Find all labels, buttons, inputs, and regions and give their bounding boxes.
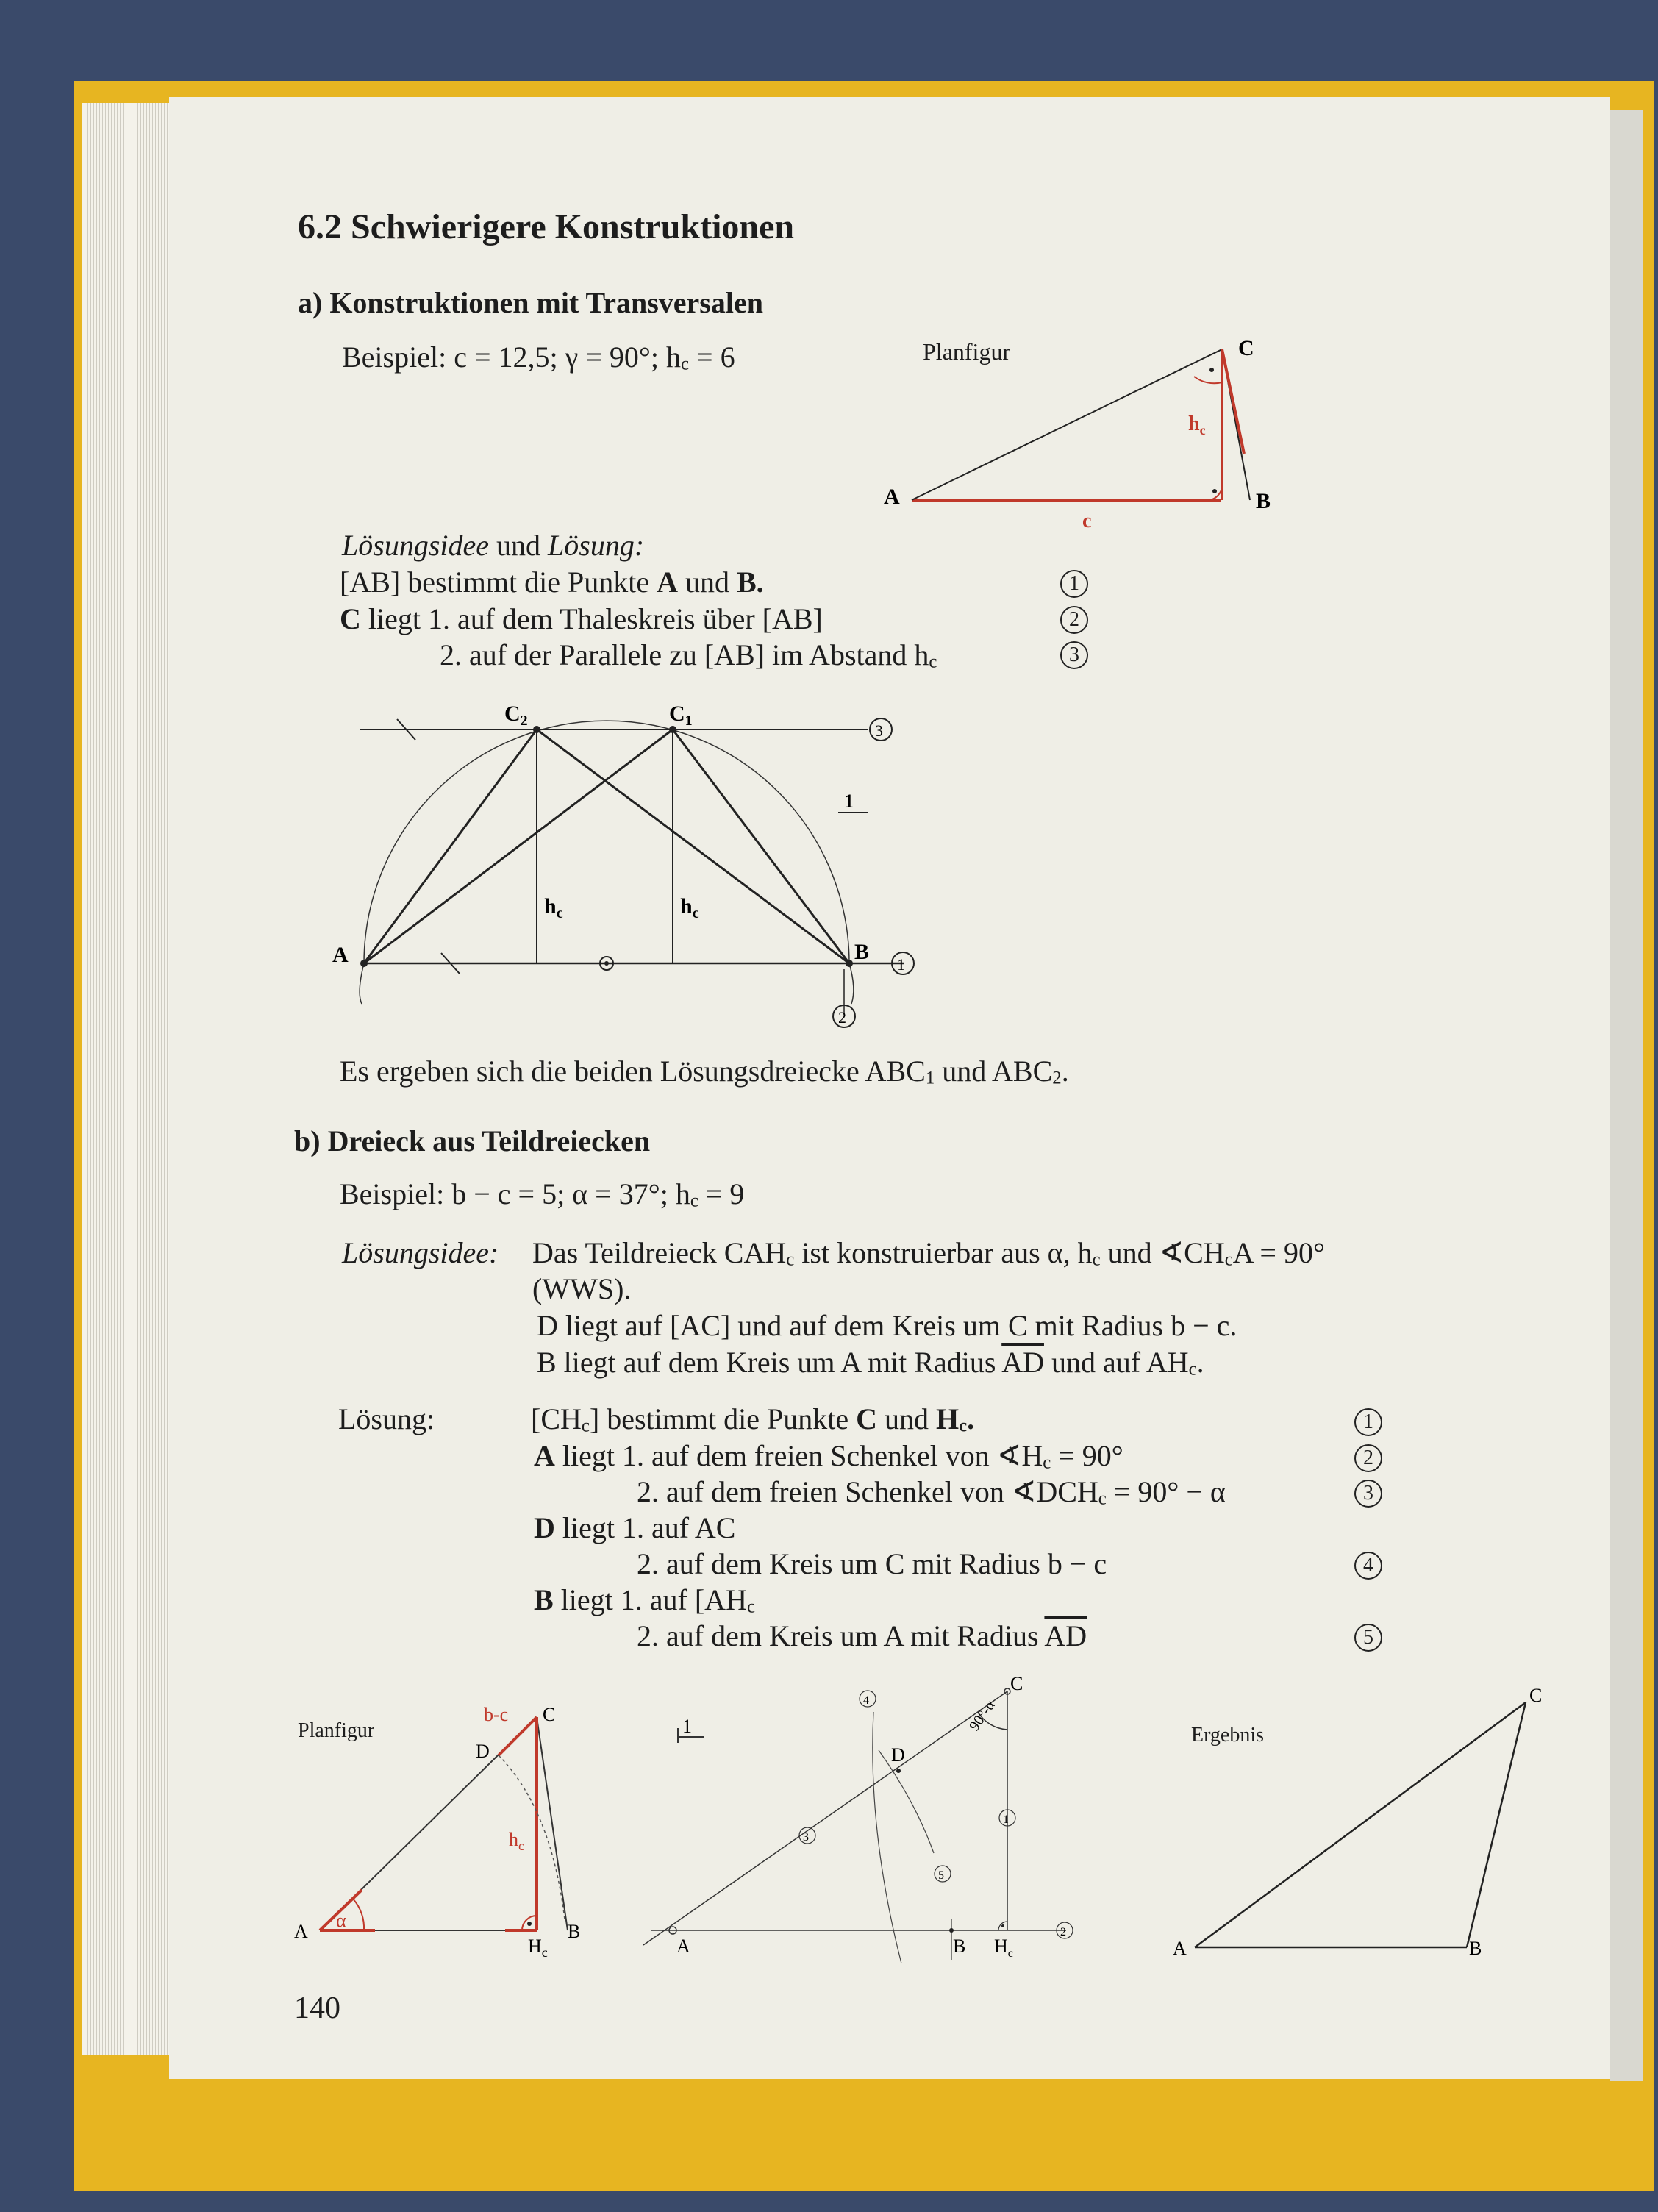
- planfigur-label-top: Planfigur: [923, 338, 1011, 365]
- sol-line-2: A liegt 1. auf dem freien Schenkel von $∢H_c = 90^\circ$: [534, 1439, 1123, 1473]
- step-number-2: 2: [1060, 606, 1088, 634]
- label-b: B: [953, 1936, 966, 1957]
- sol-number-1: 1: [1354, 1408, 1382, 1436]
- sol-line-1: $[CH_c]$ bestimmt die Punkte C und $H_c$.: [531, 1402, 975, 1436]
- section-title: 6.2 Schwierigere Konstruktionen: [298, 207, 795, 246]
- part-b-solution-label: Lösung:: [338, 1402, 435, 1435]
- part-b-idea-label: Lösungsidee:: [342, 1236, 499, 1269]
- page-number: 140: [294, 1991, 340, 2025]
- label-angle: 90°-α: [966, 1697, 998, 1734]
- sol-line-5: 2. auf dem Kreis um C mit Radius b − c: [637, 1547, 1107, 1580]
- mark-4: 4: [863, 1694, 869, 1707]
- label-a: A: [676, 1936, 690, 1957]
- unit-label: 1: [682, 1716, 692, 1737]
- part-a-step-3: 2. auf der Parallele zu [AB] im Abstand $h_c$: [440, 638, 937, 672]
- mark-2: 2: [838, 1008, 846, 1027]
- label-c: C: [1010, 1673, 1023, 1694]
- label-c: C: [543, 1704, 556, 1725]
- sol-line-3: 2. auf dem freien Schenkel von $∢DCH_c = 90^\circ - \alpha$: [637, 1475, 1226, 1509]
- label-hc: $h_c$: [509, 1829, 524, 1853]
- label-c: C: [1238, 336, 1254, 360]
- part-a-result: Es ergeben sich die beiden Lösungsdreiecke $ABC_1$ und $ABC_2$.: [340, 1055, 1069, 1088]
- step-number-1: 1: [1060, 570, 1088, 598]
- mark-2: 2: [1060, 1926, 1066, 1938]
- sol-line-7: 2. auf dem Kreis um A mit Radius $\overline{AD}$: [637, 1619, 1087, 1652]
- unit-label: 1: [844, 791, 854, 812]
- part-a-step-1: [AB] bestimmt die Punkte A und B.: [340, 566, 764, 599]
- sol-number-3: 3: [1354, 1480, 1382, 1508]
- idea-line-2: (WWS).: [532, 1272, 632, 1305]
- label-alpha: α: [336, 1910, 346, 1931]
- sol-number-4: 4: [1354, 1552, 1382, 1580]
- planfigur-bottom-figure: [294, 1699, 603, 1963]
- construction-bottom-figure: [640, 1669, 1096, 1963]
- label-c: C: [1529, 1685, 1543, 1706]
- label-d: D: [891, 1744, 905, 1766]
- mark-5: 5: [938, 1869, 944, 1882]
- label-c1: $C_1$: [669, 702, 693, 729]
- idea-line-1: Das Teildreieck $CAH_c$ ist konstruierbar aus α, $h_c$ und $∢CH_cA = 90^\circ$: [532, 1236, 1325, 1270]
- result-triangle-figure: [1158, 1684, 1584, 1971]
- sol-line-6: B liegt 1. auf [$AH_c$: [534, 1583, 755, 1617]
- label-hc-1: $h_c$: [544, 894, 563, 921]
- idea-line-4: B liegt auf dem Kreis um A mit Radius $\overline{AD}$ und auf $AH_c$.: [537, 1346, 1204, 1380]
- label-b-minus-c: b-c: [484, 1704, 509, 1725]
- label-b: B: [1469, 1938, 1482, 1959]
- next-page-edge: [1610, 110, 1643, 2081]
- result-figure-label: Ergebnis: [1191, 1724, 1265, 1747]
- part-a-idea: Lösungsidee und Lösung:: [342, 529, 645, 562]
- label-a: A: [332, 943, 349, 967]
- sol-line-4: D liegt 1. auf AC: [534, 1511, 736, 1544]
- planfigur-label-bottom: Planfigur: [298, 1719, 375, 1742]
- idea-line-3: D liegt auf [AC] und auf dem Kreis um C mit Radius b − c.: [537, 1309, 1237, 1342]
- part-a-example: Beispiel: c = 12,5; γ = 90°; $h_c = 6$: [342, 340, 735, 374]
- mark-3: 3: [803, 1831, 809, 1844]
- page-edges: [82, 103, 178, 2055]
- label-a: A: [294, 1921, 308, 1942]
- label-hc-foot: $H_c$: [528, 1936, 548, 1960]
- label-hc-2: $h_c$: [680, 894, 699, 921]
- label-a: A: [1173, 1938, 1187, 1959]
- sol-number-2: 2: [1354, 1444, 1382, 1472]
- label-d: D: [476, 1741, 490, 1762]
- step-number-3: 3: [1060, 641, 1088, 669]
- mark-3: 3: [875, 721, 883, 740]
- part-a-heading: a) Konstruktionen mit Transversalen: [298, 286, 763, 319]
- thales-construction-figure: [324, 699, 985, 1037]
- part-a-step-2: C liegt 1. auf dem Thaleskreis über [AB]: [340, 602, 823, 635]
- label-hc: $h_c$: [1188, 413, 1206, 438]
- label-side-c: c: [1082, 510, 1092, 532]
- mark-1: 1: [1003, 1813, 1009, 1826]
- planfigur-triangle-figure: [875, 335, 1353, 555]
- mark-1: 1: [897, 955, 905, 974]
- label-c2: $C_2$: [504, 702, 528, 729]
- label-hc: $H_c$: [994, 1936, 1013, 1960]
- part-b-example: Beispiel: b − c = 5; α = 37°; $h_c = 9$: [340, 1177, 745, 1211]
- sol-number-5: 5: [1354, 1624, 1382, 1652]
- label-b: B: [854, 940, 870, 964]
- label-a: A: [884, 485, 900, 509]
- label-b: B: [1256, 489, 1271, 513]
- part-b-heading: b) Dreieck aus Teildreiecken: [294, 1124, 651, 1157]
- label-b: B: [568, 1921, 581, 1942]
